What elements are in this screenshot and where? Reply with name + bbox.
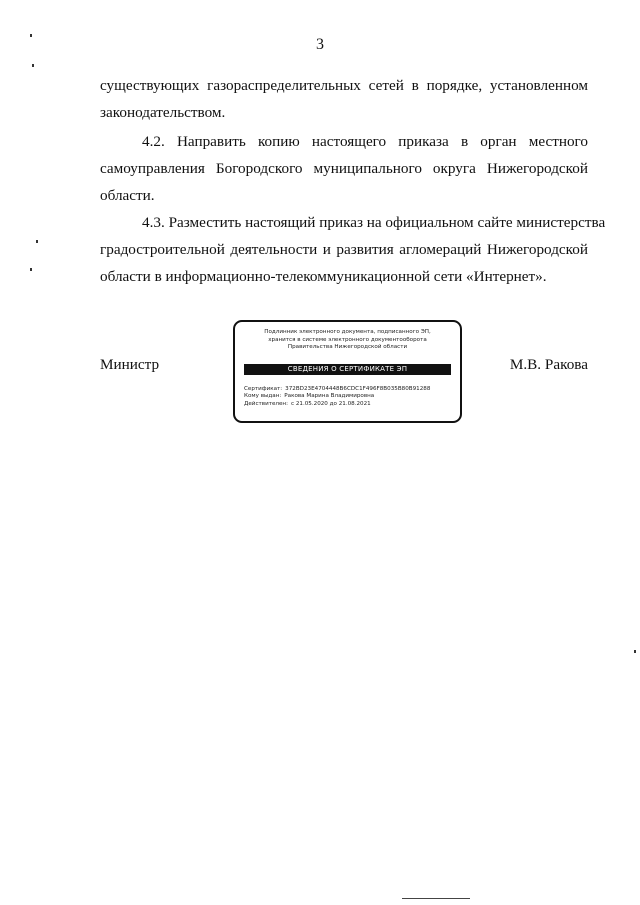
page-number: 3 [316,36,324,53]
paragraph-line: области. [100,187,155,204]
stamp-note-line: хранится в системе электронного документооборота [268,336,427,343]
signer-title: Министр [100,356,160,373]
certificate-row [244,386,430,393]
issued-to-label: Кому выдан: [244,393,282,400]
validity-value: с 21.05.2020 до 21.08.2021 [290,400,371,407]
paragraph-continuation [100,72,588,126]
certificate-label: Сертификат: [244,386,283,392]
paragraph-line: градостроительной деятельности и развития агломераций Нижегородской [100,241,588,258]
bottom-rule [402,898,470,899]
paragraph-4-2 [100,128,588,209]
stamp-note-line: Правительства Нижегородской области [287,344,408,351]
paragraph-line: области в информационно-телекоммуникационной сети «Интернет». [100,268,547,285]
paragraph-line: самоуправления Богородского муниципального округа Нижегородской [100,160,588,177]
signer-name: М.В. Ракова [509,356,588,373]
scan-mark [36,240,38,243]
certificate-value: 372BD23E4704448B6CDC1F496F8B035B80B91288 [285,386,431,392]
validity-label: Действителен: [244,400,288,407]
stamp-header: СВЕДЕНИЯ О СЕРТИФИКАТЕ ЭП [244,364,451,375]
stamp-details [244,386,430,408]
issued-to-row [244,393,430,400]
scan-mark [30,268,32,271]
paragraph-line: 4.2. Направить копию настоящего приказа в орган местного [142,133,588,150]
paragraph-4-3 [100,209,606,290]
validity-row [244,401,430,408]
paragraph-line: законодательством. [100,104,226,121]
stamp-note [235,329,460,352]
scan-mark [32,64,34,67]
scan-mark [634,650,636,653]
scan-mark [30,34,32,37]
paragraph-line: существующих газораспределительных сетей в порядке, установленном [100,77,588,94]
paragraph-line: 4.3. Разместить настоящий приказ на официальном сайте министерства [142,214,606,231]
issued-to-value: Ракова Марина Владимировна [284,393,375,400]
electronic-signature-stamp [233,320,462,423]
stamp-note-line: Подлинник электронного документа, подписанного ЭП, [264,329,431,335]
